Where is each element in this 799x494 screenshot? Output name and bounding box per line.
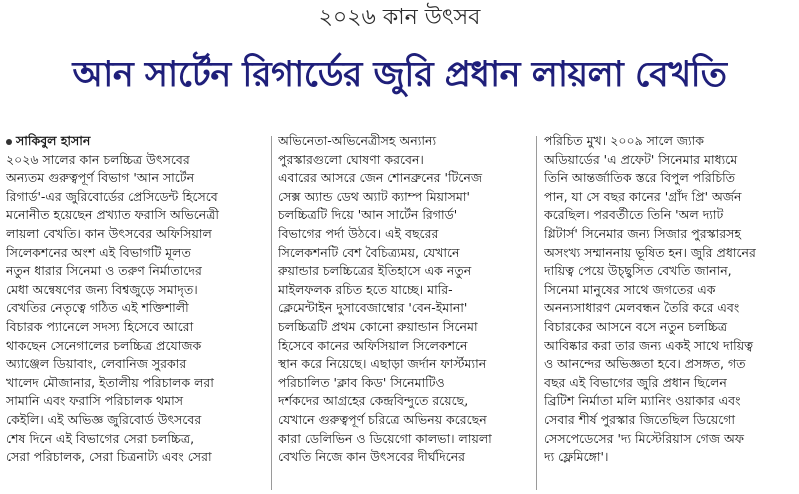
body-line: অনন্যসাধারণ মেলবন্ধন তৈরি করে এবং [544, 300, 740, 316]
article-column-3 [544, 132, 794, 492]
body-line: থাকছেন সেনেগালের চলচ্চিত্র প্রযোজক [6, 337, 202, 353]
body-line: সিনেমা মানুষের সাথে জগতের এক [544, 281, 716, 297]
body-line: দ্য ফ্লেমিঙ্গো'। [544, 449, 609, 465]
body-line: বেখতির নেতৃত্বে গঠিত এই শক্তিশালী [6, 300, 189, 316]
body-line: লায়লা বেখতি। কান উৎসবের অফিসিয়াল [6, 225, 212, 241]
body-line: স্থান করে নিয়েছে। এছাড়া জর্দান ফার্স্টম্যান [278, 356, 487, 372]
body-line: সেসপেডেসের 'দ্য মিস্টেরিয়াস গেজ অফ [544, 430, 744, 446]
article-column-2 [278, 132, 528, 492]
body-line: ক্লেমেন্টাইন দুসাবেজাম্বোর 'বেন-ইমানা' [278, 300, 468, 316]
body-line: সেরা পরিচালক, সেরা চিত্রনাট্য এবং সেরা [6, 449, 212, 465]
body-line: যেখানে গুরুত্বপূর্ণ চরিত্রে অভিনয় করেছেন [278, 411, 487, 427]
body-line: নতুন ধারার সিনেমা ও তরুণ নির্মাতাদের [6, 263, 202, 279]
body-line: তিনি আন্তর্জাতিক স্তরে বিপুল পরিচিতি [544, 170, 736, 186]
body-line: পরিচিত মুখ। ২০০৯ সালে জ্যাক [544, 133, 705, 148]
headline: আন সার্টেন রিগার্ডের জুরি প্রধান লায়লা বেখতি [72, 55, 727, 95]
body-line: চলচ্চিত্রটি প্রথম কোনো রুয়ান্ডান সিনেমা [278, 318, 478, 334]
body-line: সিলেকশনের অংশ এই বিভাগটি মূলত [6, 244, 191, 260]
byline-author: সাকিবুল হাসান [16, 133, 91, 148]
body-line: মাইলফলক রচিত হতে যাচ্ছে। মারি- [278, 281, 453, 297]
body-line: হিসেবে কানের অফিসিয়াল সিলেকশনে [278, 337, 468, 353]
section-kicker: ২০২৬ কান উৎসব [318, 5, 481, 30]
body-line: পুরস্কারগুলো ঘোষণা করবেন। [278, 151, 424, 167]
body-line: বিচারক প্যানেলে সদস্য হিসেবে আরো [6, 318, 194, 334]
body-line: ব্রিটিশ নির্মাতা মলি ম্যানিং ওয়াকার এবং [544, 393, 741, 409]
body-line: খালেদ মৌজানার, ইতালীয় পরিচালক লরা [6, 374, 214, 390]
article-body [6, 132, 796, 492]
body-line: পরিচালিত 'ক্লাব কিড' সিনেমাটিও [278, 374, 445, 390]
column-divider [536, 136, 537, 490]
column-divider [271, 136, 272, 490]
body-line: অ্যাঞ্জেল ডিয়াবাং, লেবানিজ সুরকার [6, 356, 187, 372]
body-line: বিভাগের পর্দা উঠবে। এই বছরের [278, 225, 439, 241]
body-line: রুয়ান্ডার চলচ্চিত্রের ইতিহাসে এক নতুন [278, 263, 472, 279]
body-line: কারা ডেলিভিন ও ডিয়েগো কালভা। লায়লা [278, 430, 492, 446]
body-line: চলচ্চিত্রটি দিয়ে 'আন সার্টেন রিগার্ড' [278, 207, 458, 223]
body-line: কেইলি। এই অভিজ্ঞ জুরিবোর্ড উৎসবের [6, 411, 202, 427]
body-line: মেধা অন্বেষণের জন্য বিশ্বজুড়ে সমাদৃত। [6, 281, 198, 297]
byline [6, 132, 264, 151]
body-line: সামানি এবং ফরাসি পরিচালক থমাস [6, 393, 183, 409]
body-line: বছর এই বিভাগের জুরি প্রধান ছিলেন [544, 374, 727, 390]
body-line: দর্শকদের আগ্রহের কেন্দ্রবিন্দুতে রয়েছে, [278, 393, 469, 409]
body-line: সেক্স অ্যান্ড ডেথ অ্যাট ক্যাম্প মিয়াসমা' [278, 188, 470, 204]
body-line: আবিষ্কার করা তার জন্য একই সাথে দায়িত্ব [544, 337, 753, 353]
body-line: শেষ দিনে এই বিভাগের সেরা চলচ্চিত্র, [6, 430, 195, 446]
body-line: সিলেকশনটি বেশ বৈচিত্র্যময়, যেখানে [278, 244, 460, 260]
body-line: সেবার শীর্ষ পুরস্কার জিতেছিল ডিয়েগো [544, 411, 736, 427]
article-column-1 [6, 132, 264, 492]
body-line: এবারের আসরে জেন শোনব্রুনের 'টিনেজ [278, 170, 483, 186]
body-line: বেখতি নিজে কান উৎসবের দীর্ঘদিনের [278, 449, 466, 465]
body-line: মনোনীত হয়েছেন প্রখ্যাত ফরাসি অভিনেত্রী [6, 207, 219, 223]
body-line: অসংখ্য সম্মাননায় ভূষিত হন। জুরি প্রধানের [544, 244, 756, 260]
body-line: ও আনন্দের অভিজ্ঞতা হবে। প্রসঙ্গত, গত [544, 356, 746, 372]
body-line: বিচারকের আসনে বসে নতুন চলচ্চিত্র [544, 318, 728, 334]
body-line: দায়িত্ব পেয়ে উচ্ছ্বসিত বেখতি জানান, [544, 263, 732, 279]
body-line: অভিনেতা-অভিনেত্রীসহ অন্যান্য [278, 133, 437, 148]
body-line: ২০২৬ সালের কান চলচ্চিত্র উৎসবের [6, 151, 190, 167]
body-line: পান, যা সে বছর কানের 'গ্রাঁদ প্রি' অর্জন [544, 188, 742, 204]
byline-bullet [6, 139, 12, 145]
body-line: রিগার্ড'-এর জুরিবোর্ডের প্রেসিডেন্ট হিসেবে [6, 188, 218, 204]
body-line: অডিয়ার্ডের 'এ প্রফেট' সিনেমার মাধ্যমে [544, 151, 738, 167]
body-line: অন্যতম গুরুত্বপূর্ণ বিভাগ 'আন সার্টেন [6, 170, 195, 186]
body-line: করেছিল। পরবর্তীতে তিনি 'অল দ্যাট [544, 207, 724, 223]
body-line: গ্লিটার্স' সিনেমার জন্য সিজার পুরস্কারসহ [544, 225, 741, 241]
